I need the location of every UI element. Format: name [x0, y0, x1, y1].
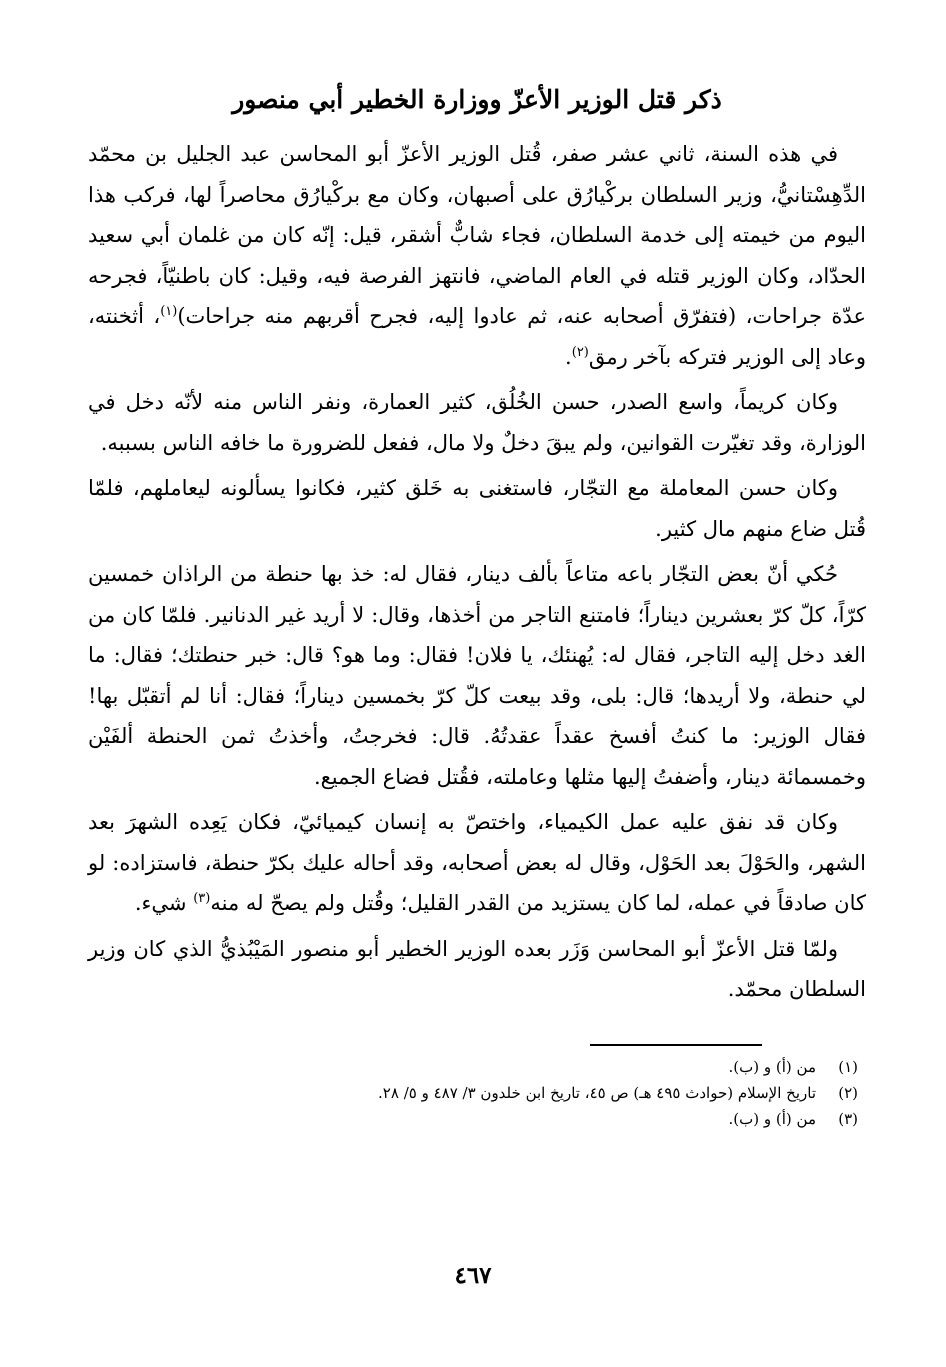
- footnote-text: تاريخ الإسلام (حوادث ٤٩٥ هـ) ص ٤٥، تاريخ ابن خلدون ٣/ ٤٨٧ و ٥/ ٢٨.: [378, 1083, 816, 1102]
- paragraph-1: [88, 134, 866, 377]
- paragraph-6: ولمّا قتل الأعزّ أبو المحاسن وَزَر بعده الوزير الخطير أبو منصور المَيْبُذيُّ الذي كان وزير السلطان محمّد.: [88, 936, 866, 1001]
- page-title: ذكر قتل الوزير الأعزّ ووزارة الخطير أبي منصور: [232, 85, 722, 114]
- paragraph-text: .: [565, 344, 572, 369]
- paragraph-5: [88, 802, 866, 924]
- footnote-number: (٣): [838, 1109, 858, 1128]
- paragraph-text: وكان قد نفق عليه عمل الكيمياء، واختصّ به إنسان كيميائيّ، فكان يَعِده الشهرَ بعد الشهر، والحَوْلَ بعد الحَوْل، وقال له بعض أصحابه، وقد أحاله عليك بكرّ حنطة، فاستزاده: لو كان صادقاً في عمله، لما كان يستزيد من القدر القليل؛ وقُتل ولم يصحّ له منه: [88, 810, 866, 915]
- footnote-text: من (أ) و (ب).: [728, 1109, 816, 1128]
- footnotes: [88, 1054, 866, 1132]
- paragraph-3: وكان حسن المعاملة مع التجّار، فاستغنى به خَلق كثير، فكانوا يسألونه ليعاملهم، فلمّا قُتل ضاع منهم مال كثير.: [88, 476, 866, 541]
- footnote-text: من (أ) و (ب).: [728, 1057, 816, 1076]
- footnote-ref-2: (٢): [571, 344, 589, 360]
- paragraph-text: ، أثخنته، وعاد إلى الوزير فتركه بآخر رمق: [88, 304, 866, 369]
- paragraph-4: حُكي أنّ بعض التجّار باعه متاعاً بألف دينار، فقال له: خذ بها حنطة من الراذان خمسين كرّاً، كلّ كرّ بعشرين ديناراً؛ فامتنع التاجر من أخذها، وقال: لا أريد غير الدنانير. فلمّا كان من الغد دخل إليه التاجر، فقال له: يُهنئك، يا فلان! فقال: وما هو؟ قال: خبر حنطتك؛ فقال: ما لي حنطة، ولا أريدها؛ قال: بلى، وقد بيعت كلّ كرّ بخمسين ديناراً؛ فقال: أنا لم أتقبّل بها! فقال الوزير: ما كنتُ أفسخ عقداً عقدتُهُ. قال: فخرجتُ، وأخذتُ ثمن الحنطة ألفَيْن وخمسمائة دينار، وأضفتُ إليها مثلها وعاملته، فقُتل فضاع الجميع.: [88, 562, 866, 789]
- paragraph-text: شيء.: [134, 891, 194, 915]
- footnote-number: (٢): [838, 1083, 858, 1102]
- page-number: ٤٦٧: [454, 1262, 492, 1289]
- footnote-number: (١): [838, 1057, 858, 1076]
- footnote-1: [88, 1054, 866, 1080]
- footnote-ref-1: (١): [160, 304, 178, 319]
- footnote-ref-3: (٣): [193, 891, 211, 906]
- paragraph-2: وكان كريماً، واسع الصدر، حسن الخُلُق، كثير العمارة، ونفر الناس منه لأنّه دخل في الوزارة، وقد تغيّرت القوانين، ولم يبقَ دخلٌ ولا مال، ففعل للضرورة ما خافه الناس بسببه.: [88, 390, 866, 455]
- footnote-2: [88, 1080, 866, 1106]
- footnote-divider: [590, 1044, 762, 1046]
- footnote-3: [88, 1106, 866, 1132]
- paragraph-text: في هذه السنة، ثاني عشر صفر، قُتل الوزير الأعزّ أبو المحاسن عبد الجليل بن محمّد الدِّهِسْتانيُّ، وزير السلطان بركْيارُق على أصبهان، وكان مع بركْيارُق محاصراً لها، فركب هذا اليوم من خيمته إلى خدمة السلطان، فجاء شابٌّ أشقر، قيل: إنّه كان من غلمان أبي سعيد الحدّاد، وكان الوزير قتله في العام الماضي، فانتهز الفرصة فيه، وقيل: كان باطنيّاً، فجرحه عدّة جراحات، (فتفرّق أصحابه عنه، ثم عادوا إليه، فجرح أقربهم منه جراحات): [88, 142, 866, 328]
